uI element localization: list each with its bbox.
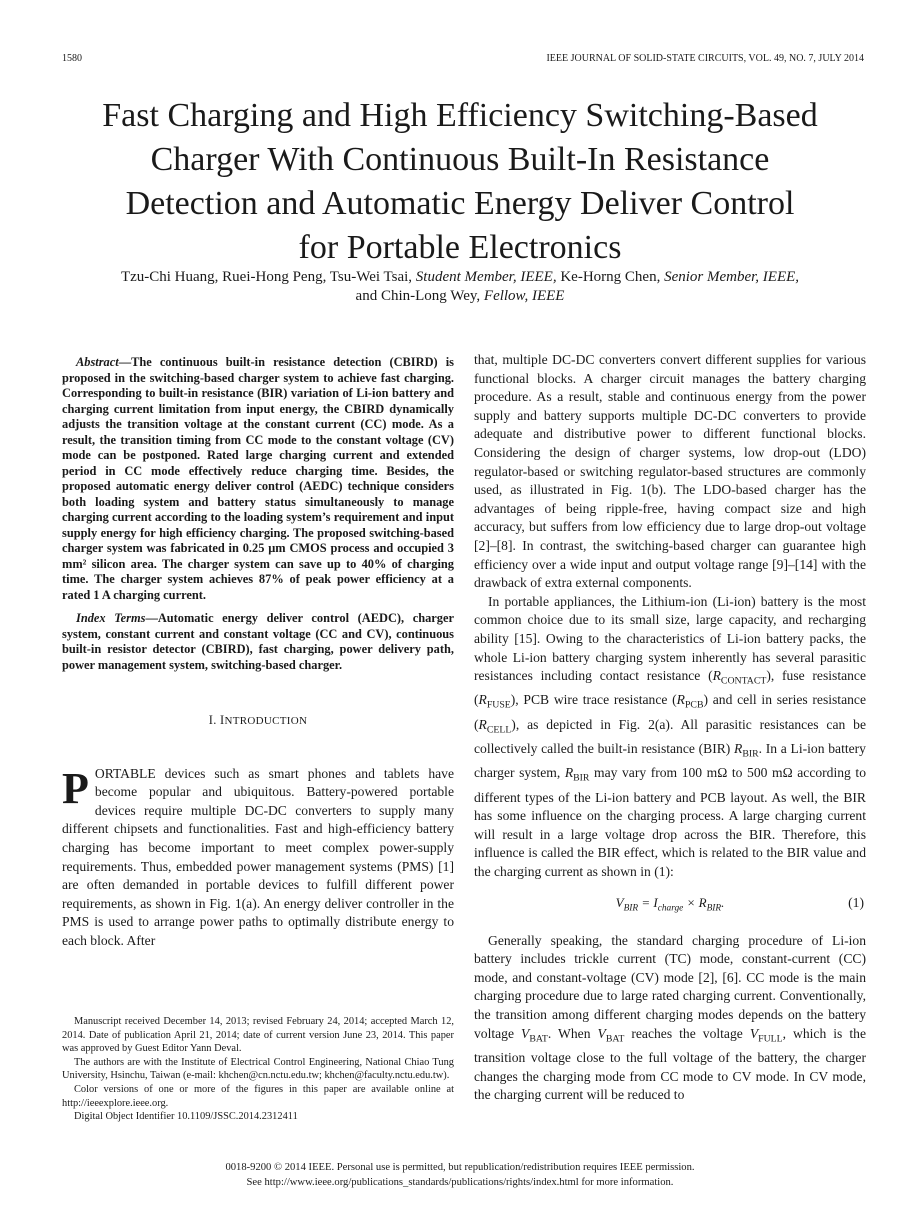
copyright-line: See http://www.ieee.org/publications_standards/publications/rights/index.html for more information. (246, 1177, 674, 1188)
math-subscript: FULL (758, 1033, 783, 1045)
section-numeral: I. (208, 713, 217, 727)
math-symbol: V (597, 1025, 606, 1041)
text-run: ) and cell in series resistance ( (474, 692, 866, 732)
equation-expression (474, 894, 866, 918)
section-heading (62, 711, 454, 731)
section-title-initial: I (220, 713, 225, 727)
math-symbol: R (564, 765, 574, 781)
body-paragraph (474, 593, 866, 882)
text-run: may vary from 100 mΩ to 500 mΩ according to different types of the Li-ion battery and PCB layout. As well, the BIR has some influence on the charging process. A large charging current will result in a large voltage drop across the BIR. Therefore, this influence is called the BIR effect, which is related to the BIR value and the charging current as shown in (1): (474, 765, 866, 880)
math-symbol: R (734, 741, 743, 757)
footnote-color: Color versions of one or more of the figures in this paper are available online at http://ieeexplore.ieee.org. (62, 1083, 454, 1109)
text-run: ), fuse resistance ( (474, 668, 866, 708)
text-run: reaches the voltage (624, 1025, 750, 1041)
math-subscript: CONTACT (720, 675, 767, 687)
running-header (62, 52, 864, 66)
math-symbol: = I (638, 894, 658, 910)
journal-citation: IEEE JOURNAL OF SOLID-STATE CIRCUITS, VOL. 49, NO. 7, JULY 2014 (546, 53, 864, 64)
math-subscript: BAT (605, 1033, 625, 1045)
body-paragraph: that, multiple DC-DC converters convert different supplies for various functional blocks. A charger circuit manages the battery charging procedure. As a result, stable and continuous energy from the power supply and battery supports multiple DC-DC converters to provide adequate and distributive power to different functional blocks. Considering the design of charger systems, low drop-out (LDO) regulator-based or switching regulator-based structures are commonly used, as illustrated in Fig. 1(b). The LDO-based charger has the advantages of being ripple-free, having compact size and high accuracy, but suffers from low efficiency due to large drop-out voltage [2]–[8]. In contrast, the switching-based charger can guarantee high efficiency over a wide input and output voltage range [9]–[14] with the drawback of extra external components. (474, 352, 866, 591)
math-symbol: V (615, 894, 624, 910)
math-subscript: BIR (742, 748, 759, 760)
left-column (62, 351, 454, 951)
footnote (62, 1015, 454, 1124)
index-terms (62, 611, 454, 673)
math-symbol: R (478, 692, 487, 708)
math-symbol: V (749, 1025, 759, 1041)
title-line: for Portable Electronics (298, 229, 622, 266)
author-names: and Chin-Long Wey, (355, 288, 481, 304)
intro-paragraph (62, 765, 454, 951)
title-line: Detection and Automatic Energy Deliver Control (125, 185, 795, 222)
text-run: ), PCB wire trace resistance ( (510, 692, 677, 708)
author-affiliation: Fellow, IEEE (480, 288, 565, 304)
body-paragraph (474, 932, 866, 1105)
text-run: . When (547, 1025, 598, 1041)
equation-number: (1) (848, 894, 864, 910)
author-names: Ke-Horng Chen, (556, 269, 661, 285)
math-subscript: BAT (529, 1033, 548, 1045)
paper-title (40, 94, 880, 270)
author-names: Tzu-Chi Huang, Ruei-Hong Peng, Tsu-Wei Tsai, (120, 269, 413, 285)
title-line: Fast Charging and High Efficiency Switching-Based (102, 97, 818, 134)
footnote-manuscript: Manuscript received December 14, 2013; revised February 24, 2014; accepted March 12, 2014. Date of publication April 21, 2014; date of current version June 23, 2014. This paper was approved by Guest Editor Yann Deval. (62, 1016, 454, 1055)
footnote-affiliation: The authors are with the Institute of Electrical Control Engineering, National Chiao Tung University, Hsinchu, Taiwan (e-mail: khchen@cn.nctu.edu.tw; khchen@faculty.nctu.edu.tw). (62, 1056, 454, 1082)
title-line: Charger With Continuous Built-In Resistance (150, 141, 770, 178)
copyright-notice (40, 1160, 880, 1190)
math-subscript: BIR (623, 903, 639, 914)
text-run: ), as depicted in Fig. 2(a). All parasitic resistances can be collectively called the built-in resistance (BIR) (474, 716, 866, 757)
math-symbol: . (721, 894, 725, 910)
math-symbol: × R (683, 894, 707, 910)
text-run: . In a Li-ion battery charger system, (474, 741, 866, 781)
footnote-doi: Digital Object Identifier 10.1109/JSSC.2014.2312411 (74, 1111, 298, 1123)
author-affiliation: Senior Member, IEEE, (660, 269, 800, 285)
math-subscript: BIR (706, 903, 722, 914)
math-subscript: PCB (684, 700, 704, 712)
equation-1 (474, 890, 866, 918)
math-symbol: R (478, 716, 487, 732)
math-subscript: charge (657, 903, 684, 914)
text-run: , which is the transition voltage close to the full voltage of the battery, the charger changes the charging mode from CC mode to CV mode. In CV mode, the charging current will be reduced to (474, 1025, 866, 1103)
math-symbol: R (712, 668, 721, 684)
math-subscript: CELL (486, 724, 512, 736)
math-subscript: BIR (573, 773, 590, 785)
math-subscript: FUSE (486, 700, 511, 712)
text-run: Generally speaking, the standard charging procedure of Li-ion battery includes trickle current (TC) mode, constant-current (CC) mode, and constant-voltage (CV) mode [2], [6]. CC mode is the main charging procedure due to large rated charging current. Conventionally, the transition among different charging modes depends on the battery voltage (474, 932, 866, 1041)
author-line (40, 287, 880, 306)
abstract (62, 355, 454, 603)
author-affiliation: Student Member, IEEE, (412, 269, 557, 285)
intro-text: ORTABLE devices such as smart phones and tablets have become popular and ubiquitous. Battery-powered portable devices require multiple DC-DC converters to supply many different chipsets and functionalities. Fast and high-efficiency battery charging has become important to meet complex power-supply requirements. Thus, embedded power management systems (PMS) [1] are often demanded in portable devices to fulfill different power requirements, as shown in Fig. 1(a). An energy deliver controller in the PMS is used to arrange power paths to optimally distribute energy to each block. After (62, 765, 454, 948)
math-symbol: V (521, 1025, 530, 1041)
author-line (40, 268, 880, 287)
index-terms-label: Index Terms (76, 611, 146, 625)
index-terms-text: —Automatic energy deliver control (AEDC), charger system, constant current and constant voltage (CC and CV), continuous built-in resistor detector (CBIRD), fast charging, power delivery path, power management system, switching-based charger. (62, 611, 455, 672)
copyright-line: 0018-9200 © 2014 IEEE. Personal use is permitted, but republication/redistribution requires IEEE permission. (225, 1162, 695, 1173)
math-symbol: R (676, 692, 685, 708)
section-title-rest: NTRODUCTION (224, 715, 308, 727)
abstract-label: Abstract (76, 355, 119, 369)
text-run: In portable appliances, the Lithium-ion (Li-ion) battery is the most common choice due to its small size, large capacity, and recharging ability [15]. Owing to the characteristics of Li-ion battery packs, the whole Li-ion battery charging system inherently has several parasitic resistances including contact resistance ( (474, 593, 866, 684)
page-number: 1580 (62, 53, 82, 64)
author-list (40, 268, 880, 306)
abstract-text: —The continuous built-in resistance detection (CBIRD) is proposed in the switching-based charger system to achieve fast charging. Corresponding to built-in resistance (BIR) variation of Li-ion battery and charging current limitation from input energy, the CBIRD dynamically adjusts the transition voltage at the constant current (CC) mode. As a result, the transition timing from CC mode to the constant voltage (CV) mode can be postponed. Rated large charging current and extended period in CC mode effectively reduce charging time. Besides, the proposed automatic energy deliver control (AEDC) technique considers both loading system and battery status simultaneously to manage charging current according to the loading system’s requirement and input supply energy for high efficiency charging. The proposed switching-based charger system was fabricated in 0.25 μm CMOS process and occupied 3 mm² silicon area. The charger system can save up to 40% of charging time. The charger system achieves 87% of peak power efficiency at a rated 1 A charging current. (62, 355, 454, 602)
right-column (474, 351, 866, 1105)
drop-cap: P (62, 763, 89, 813)
